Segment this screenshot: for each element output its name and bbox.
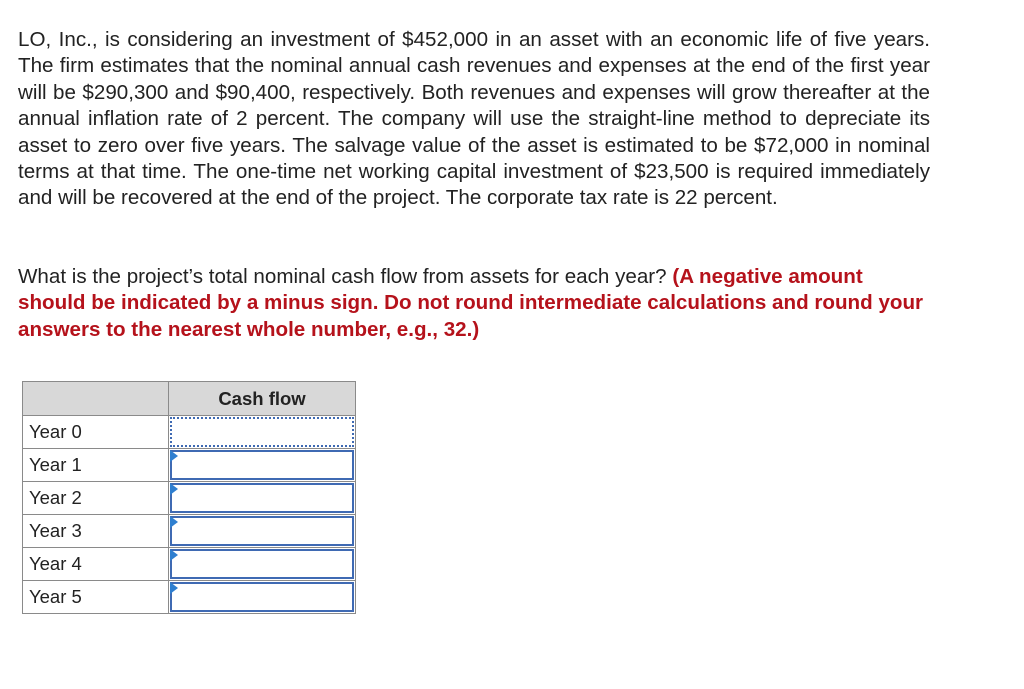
table-row-year-3: [23, 515, 356, 548]
cash-flow-table: [22, 381, 356, 614]
question-text: What is the project’s total nominal cash flow from assets for each year?: [18, 265, 667, 288]
cash-flow-cell-year-3: [169, 515, 356, 548]
cash-flow-cell-year-5: [169, 581, 356, 614]
flag-icon: [170, 549, 178, 561]
row-label-year-2: Year 2: [23, 482, 169, 515]
cash-flow-input-year-0[interactable]: [170, 417, 354, 447]
table-header-cash-flow: Cash flow: [169, 382, 356, 416]
question: [18, 264, 930, 343]
row-label-year-0: Year 0: [23, 416, 169, 449]
flag-icon: [170, 516, 178, 528]
cash-flow-cell-year-0: [169, 416, 356, 449]
flag-icon: [170, 582, 178, 594]
table-header-row: [23, 382, 356, 416]
flag-icon: [170, 450, 178, 462]
row-label-year-1: Year 1: [23, 449, 169, 482]
cash-flow-cell-year-1: [169, 449, 356, 482]
cash-flow-input-year-5[interactable]: [170, 582, 354, 612]
table-header-blank: [23, 382, 169, 416]
table-row-year-0: [23, 416, 356, 449]
cash-flow-input-year-2[interactable]: [170, 483, 354, 513]
cash-flow-input-year-3[interactable]: [170, 516, 354, 546]
problem-text: LO, Inc., is considering an investment of $452,000 in an asset with an economic life of five years. The firm estimates that the nominal annual cash revenues and expenses at the end of the first year will be $290,300 and $90,400, respectively. Both revenues and expenses will grow thereafter at the annual inflation rate of 2 percent. The company will use the straight-line method to depreciate its asset to zero over five years. The salvage value of the asset is estimated to be $72,000 in nominal terms at that time. The one-time net working capital investment of $23,500 is required immediately and will be recovered at the end of the project. The corporate tax rate is 22 percent.: [18, 28, 930, 210]
table-row-year-5: [23, 581, 356, 614]
row-label-year-5: Year 5: [23, 581, 169, 614]
cash-flow-input-year-1[interactable]: [170, 450, 354, 480]
question-instruction: (A negative amount should be indicated by a minus sign. Do not round intermediate calculations and round your answers to the nearest whole number, e.g., 32.): [18, 265, 924, 341]
cash-flow-cell-year-2: [169, 482, 356, 515]
table-row-year-4: [23, 548, 356, 581]
table-row-year-2: [23, 482, 356, 515]
row-label-year-4: Year 4: [23, 548, 169, 581]
row-label-year-3: Year 3: [23, 515, 169, 548]
cash-flow-input-year-4[interactable]: [170, 549, 354, 579]
table-row-year-1: [23, 449, 356, 482]
cash-flow-cell-year-4: [169, 548, 356, 581]
flag-icon: [170, 483, 178, 495]
